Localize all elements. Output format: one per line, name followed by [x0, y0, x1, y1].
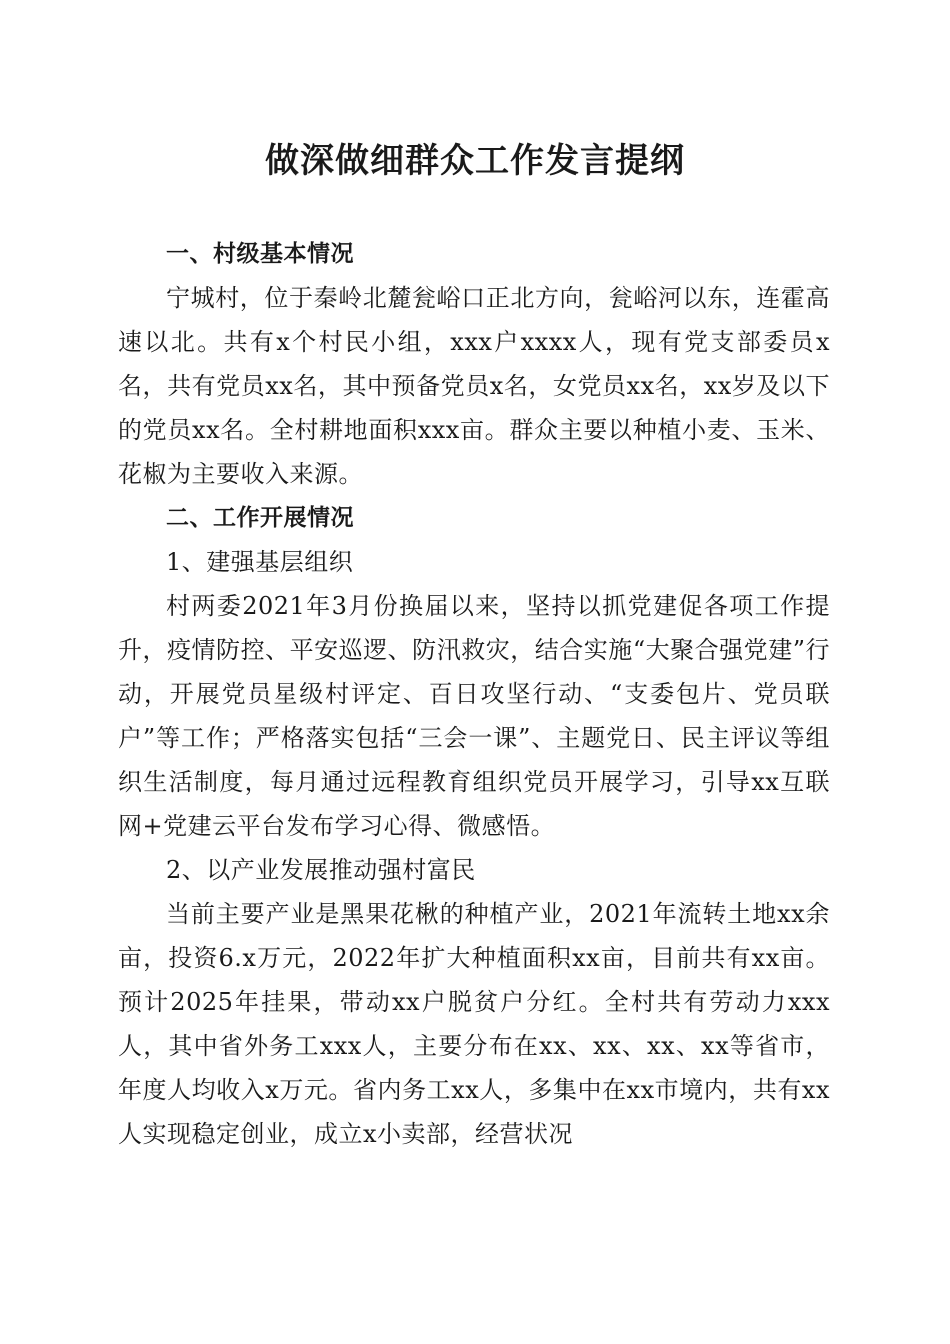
- paragraph-basic-info: 宁城村，位于秦岭北麓瓮峪口正北方向，瓮峪河以东，连霍高速以北。共有x个村民小组，xxx户xxxx人，现有党支部委员x名，共有党员xx名，其中预备党员x名，女党员xx名，xx岁及以下的党员xx名。全村耕地面积xxx亩。群众主要以种植小麦、玉米、花椒为主要收入来源。: [118, 284, 830, 488]
- paragraph-industry-development: 当前主要产业是黑果花楸的种植产业，2021年流转土地xx余亩，投资6.x万元，2022年扩大种植面积xx亩，目前共有xx亩。预计2025年挂果，带动xx户脱贫户分红。全村共有劳动力xxx人，其中省外务工xxx人，主要分布在xx、xx、xx、xx等省市，年度人均收入x万元。省内务工xx人，多集中在xx市境内，共有xx人实现稳定创业，成立x小卖部，经营状况: [118, 900, 830, 1148]
- document-body: [118, 232, 830, 1156]
- subheading-industry-development: 2、以产业发展推动强村富民: [166, 856, 476, 884]
- subheading-grassroots-organization: 1、建强基层组织: [166, 548, 354, 576]
- document-title: 做深做细群众工作发言提纲: [265, 141, 685, 181]
- paragraph-grassroots-organization: 村两委2021年3月份换届以来，坚持以抓党建促各项工作提升，疫情防控、平安巡逻、防汛救灾，结合实施“大聚合强党建”行动，开展党员星级村评定、百日攻坚行动、“支委包片、党员联户”等工作；严格落实包括“三会一课”、主题党日、民主评议等组织生活制度，每月通过远程教育组织党员开展学习，引导xx互联网+党建云平台发布学习心得、微感悟。: [118, 592, 830, 840]
- section-heading-basic-info: 一、村级基本情况: [166, 241, 354, 267]
- section-heading-work-progress: 二、工作开展情况: [166, 505, 354, 531]
